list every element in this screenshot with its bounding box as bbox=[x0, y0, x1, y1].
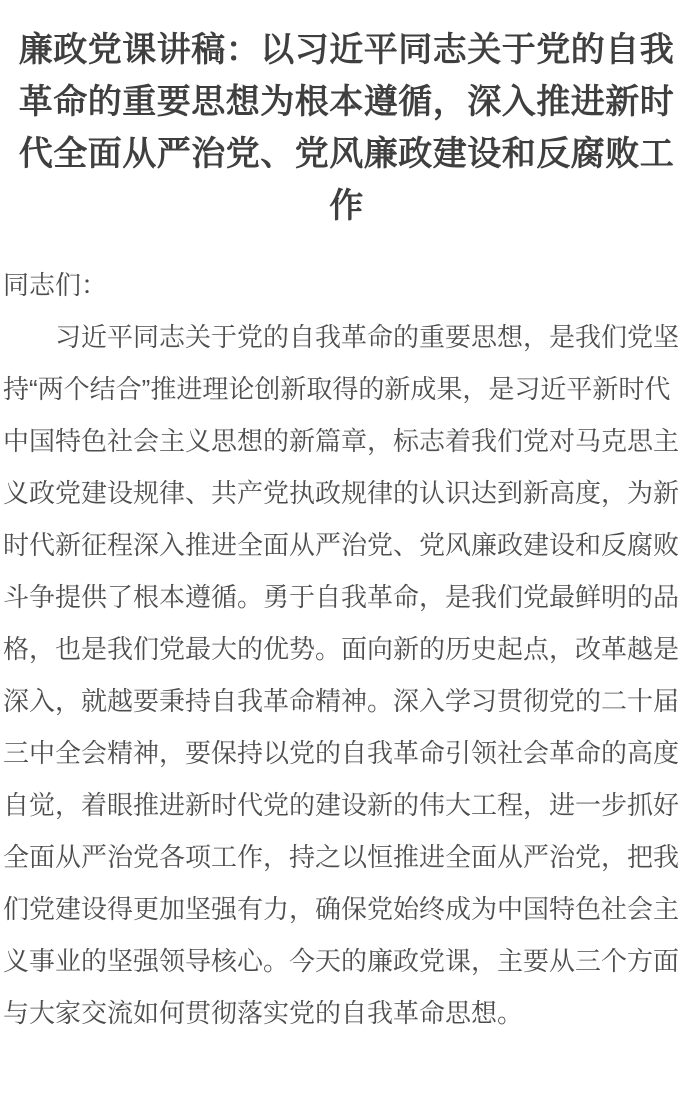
salutation-line: 同志们： bbox=[3, 270, 108, 300]
document-title: 廉政党课讲稿：以习近平同志关于党的自我革命的重要思想为根本遵循，深入推进新时代全面从严治党、党风廉政建设和反腐败工作 bbox=[18, 31, 675, 225]
body-paragraph: 习近平同志关于党的自我革命的重要思想，是我们党坚持“两个结合”推进理论创新取得的新成果，是习近平新时代中国特色社会主义思想的新篇章，标志着我们党对马克思主义政党建设规律、共产党执政规律的认识达到新高度，为新时代新征程深入推进全面从严治党、党风廉政建设和反腐败斗争提供了根本遵循。勇于自我革命，是我们党最鲜明的品格，也是我们党最大的优势。面向新的历史起点，改革越是深入，就越要秉持自我革命精神。深入学习贯彻党的二十届三中全会精神，要保持以党的自我革命引领社会革命的高度自觉，着眼推进新时代党的建设新的伟大工程，进一步抓好全面从严治党各项工作，持之以恒推进全面从严治党，把我们党建设得更加坚强有力，确保党始终成为中国特色社会主义事业的坚强领导核心。今天的廉政党课，主要从三个方面与大家交流如何贯彻落实党的自我革命思想。 bbox=[3, 322, 680, 1028]
